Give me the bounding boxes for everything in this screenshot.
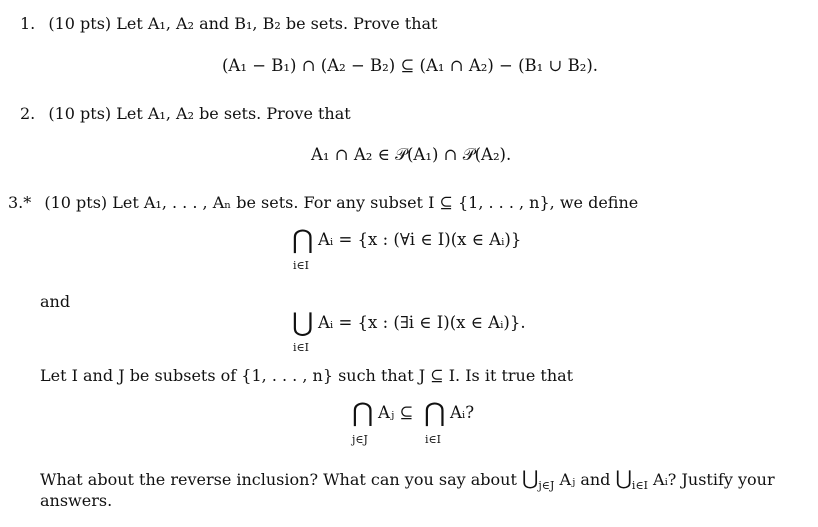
problem-1-number: 1. — [20, 14, 36, 33]
final-text-part1: What about the reverse inclusion? What can you say about — [40, 470, 517, 489]
final-and: and — [580, 470, 611, 489]
problem-1-equation: (A₁ − B₁) ∩ (A₂ − B₂) ⊆ (A₁ ∩ A₂) − (B₁ ∪ B₂). — [222, 56, 599, 75]
inline-union-i-index: i∈I — [631, 479, 648, 493]
intersection-definition: Aᵢ = {x : (∀i ∈ I)(x ∈ Aᵢ)} — [318, 230, 522, 249]
problem-3-number: 3.* — [8, 193, 32, 212]
problem-1-statement — [20, 14, 437, 33]
problem-2-number: 2. — [20, 104, 36, 123]
final-text-answers: answers. — [40, 491, 113, 510]
union-index: i∈I — [293, 341, 310, 354]
question-left-body: Aⱼ ⊆ — [378, 403, 414, 422]
final-question-line — [40, 466, 775, 492]
problem-2-text: (10 pts) Let A₁, A₂ be sets. Prove that — [48, 104, 351, 123]
big-intersection-j-symbol: ⋂ — [352, 398, 374, 428]
subset-sentence: Let I and J be subsets of {1, . . . , n} such that J ⊆ I. Is it true that — [40, 366, 574, 385]
inline-union-j-symbol: ⋃ — [521, 466, 539, 490]
big-intersection-symbol: ⋂ — [292, 225, 314, 255]
inline-union-j-body: Aⱼ — [559, 470, 576, 489]
problem-3-statement — [8, 193, 638, 212]
and-label: and — [40, 292, 71, 311]
question-right-index: i∈I — [425, 433, 442, 446]
inline-union-j-index: j∈J — [538, 479, 555, 493]
intersection-index: i∈I — [293, 259, 310, 272]
inline-union-i-symbol: ⋃ — [615, 466, 632, 490]
problem-3-text: (10 pts) Let A₁, . . . , Aₙ be sets. For any subset I ⊆ {1, . . . , n}, we define — [44, 193, 639, 212]
problem-2-equation: A₁ ∩ A₂ ∈ 𝒫(A₁) ∩ 𝒫(A₂). — [311, 145, 512, 164]
big-intersection-i-symbol: ⋂ — [424, 398, 446, 428]
problem-2-statement — [20, 104, 351, 123]
problem-1-text: (10 pts) Let A₁, A₂ and B₁, B₂ be sets. Prove that — [48, 14, 438, 33]
big-union-symbol: ⋃ — [292, 308, 314, 338]
question-left-index: j∈J — [352, 433, 368, 446]
union-definition: Aᵢ = {x : (∃i ∈ I)(x ∈ Aᵢ)}. — [318, 313, 526, 332]
question-right-body: Aᵢ? — [450, 403, 475, 422]
inline-union-i-body: Aᵢ? Justify your — [653, 470, 775, 489]
